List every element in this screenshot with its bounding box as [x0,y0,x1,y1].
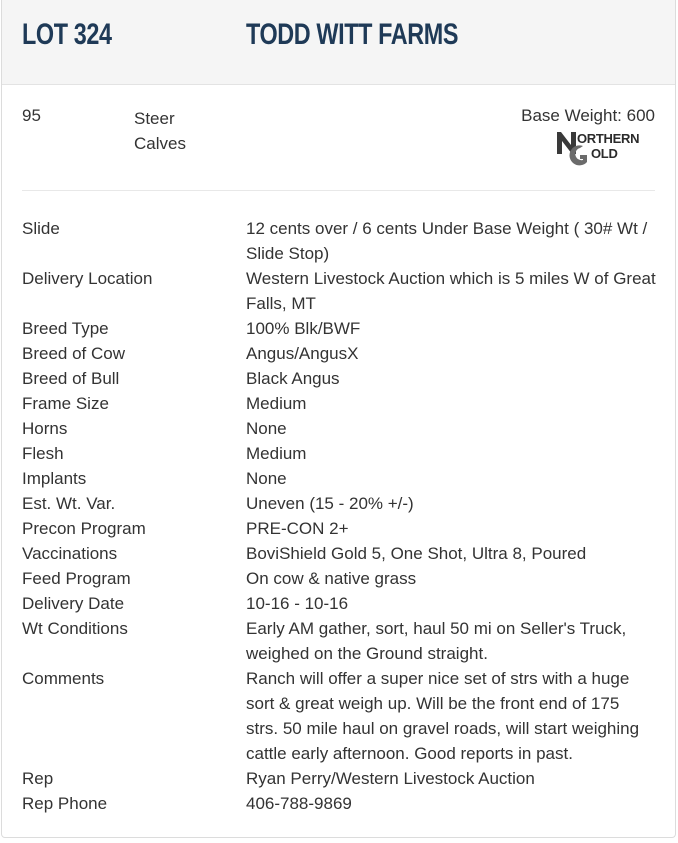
detail-row [22,316,662,341]
detail-label: Horns [22,419,68,438]
northern-gold-logo [555,128,655,168]
detail-label: Rep Phone [22,794,108,813]
detail-label: Rep [22,769,54,788]
detail-row [22,216,662,266]
head-count: 95 [22,106,41,125]
detail-label: Delivery Location [22,269,153,288]
detail-row [22,616,662,666]
detail-row [22,766,662,791]
detail-row [22,366,662,391]
lot-details [22,216,662,816]
detail-row [22,516,662,541]
detail-label: Vaccinations [22,544,118,563]
lot-number: LOT 324 [22,18,112,51]
detail-value: 10-16 - 10-16 [246,594,349,613]
detail-label: Comments [22,669,105,688]
base-weight: Base Weight: 600 [521,106,655,125]
detail-value: PRE-CON 2+ [246,519,349,538]
cattle-description: Steer Calves [134,109,186,153]
detail-value: Medium [246,444,307,463]
detail-row [22,791,662,816]
detail-row [22,441,662,466]
detail-value: Early AM gather, sort, haul 50 mi on Seller's Truck, weighed on the Ground straight. [246,619,627,663]
detail-label: Est. Wt. Var. [22,494,116,513]
detail-value: None [246,419,287,438]
northern-gold-logo-icon [555,128,655,168]
svg-text:OLD: OLD [591,146,618,161]
detail-value: 100% Blk/BWF [246,319,361,338]
svg-text:ORTHERN: ORTHERN [577,131,640,146]
detail-value: Ryan Perry/Western Livestock Auction [246,769,535,788]
detail-row [22,391,662,416]
detail-label: Feed Program [22,569,131,588]
detail-row [22,541,662,566]
detail-value: None [246,469,287,488]
lot-card [1,0,676,838]
detail-row [22,341,662,366]
detail-value: BoviShield Gold 5, One Shot, Ultra 8, Poured [246,544,587,563]
lot-header [2,0,675,85]
detail-label: Breed of Cow [22,344,125,363]
detail-row [22,466,662,491]
detail-label: Precon Program [22,519,146,538]
detail-value: Black Angus [246,369,340,388]
detail-value: Medium [246,394,307,413]
detail-value: Western Livestock Auction which is 5 miles W of Great Falls, MT [246,269,656,313]
detail-value: Angus/AngusX [246,344,359,363]
section-divider [22,190,655,191]
detail-label: Breed of Bull [22,369,120,388]
detail-label: Wt Conditions [22,619,128,638]
detail-label: Frame Size [22,394,109,413]
detail-value: Ranch will offer a super nice set of strs with a huge sort & great weigh up. Will be the front end of 175 strs. 50 mile haul on gravel roads, will start weighing cattle early afternoon. Good reports in past. [246,669,640,763]
detail-value: On cow & native grass [246,569,417,588]
detail-label: Slide [22,219,60,238]
detail-row [22,491,662,516]
detail-label: Flesh [22,444,64,463]
detail-value: 12 cents over / 6 cents Under Base Weight ( 30# Wt / Slide Stop) [246,219,648,263]
detail-value: 406-788-9869 [246,794,352,813]
detail-label: Delivery Date [22,594,125,613]
detail-label: Breed Type [22,319,109,338]
detail-row [22,266,662,316]
detail-label: Implants [22,469,87,488]
farm-name: TODD WITT FARMS [246,18,459,51]
detail-row [22,566,662,591]
detail-row [22,666,662,766]
detail-value: Uneven (15 - 20% +/-) [246,494,414,513]
detail-row [22,591,662,616]
detail-row [22,416,662,441]
